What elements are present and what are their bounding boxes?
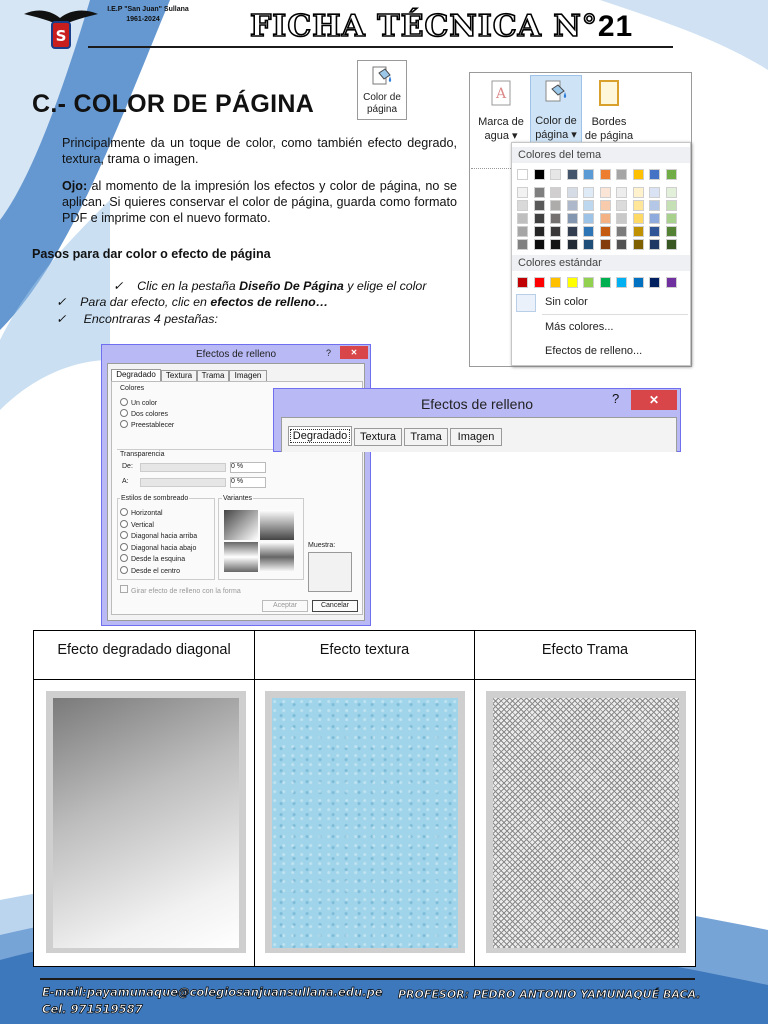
sheet-number: 21 bbox=[597, 10, 634, 43]
gradient-sample-frame bbox=[46, 691, 246, 953]
theme-shade-swatch[interactable] bbox=[567, 187, 578, 198]
header-texture-effect: Efecto textura bbox=[319, 642, 410, 658]
theme-shade-swatch[interactable] bbox=[534, 213, 545, 224]
shading-option-radio[interactable]: Diagonal hacia abajo bbox=[120, 543, 196, 552]
standard-color-swatch[interactable] bbox=[550, 277, 561, 288]
theme-shade-swatch[interactable] bbox=[600, 213, 611, 224]
school-years: 1961-2024 bbox=[126, 16, 160, 23]
theme-shade-swatch[interactable] bbox=[666, 200, 677, 211]
theme-shade-swatch[interactable] bbox=[583, 200, 594, 211]
theme-color-swatch[interactable] bbox=[666, 169, 677, 180]
theme-shade-swatch[interactable] bbox=[666, 226, 677, 237]
section-title: C.- COLOR DE PÁGINA bbox=[32, 90, 315, 118]
effects-table bbox=[33, 630, 696, 967]
standard-color-swatch[interactable] bbox=[517, 277, 528, 288]
cancel-button[interactable]: Cancelar bbox=[312, 600, 358, 612]
theme-shade-swatch[interactable] bbox=[550, 226, 561, 237]
standard-color-swatch[interactable] bbox=[583, 277, 594, 288]
theme-shade-swatch[interactable] bbox=[550, 187, 561, 198]
watermark-button[interactable] bbox=[474, 77, 528, 143]
theme-shade-swatch[interactable] bbox=[550, 213, 561, 224]
theme-color-swatch[interactable] bbox=[550, 169, 561, 180]
step-2: ✓ Para dar efecto, clic en efectos de relleno… bbox=[56, 295, 329, 309]
variant-2[interactable] bbox=[260, 510, 294, 540]
note-label: Ojo: bbox=[62, 179, 88, 193]
standard-color-swatch[interactable] bbox=[649, 277, 660, 288]
tab-pattern[interactable]: Trama bbox=[197, 370, 229, 382]
page-borders-button[interactable] bbox=[582, 77, 636, 143]
theme-shade-swatch[interactable] bbox=[666, 213, 677, 224]
from-percent-input[interactable]: 0 % bbox=[230, 462, 266, 473]
tab-gradient[interactable]: Degradado bbox=[288, 426, 352, 446]
help-icon[interactable]: ? bbox=[326, 348, 332, 358]
theme-color-swatch[interactable] bbox=[567, 169, 578, 180]
ruler-fragment bbox=[471, 168, 511, 174]
theme-shade-swatch[interactable] bbox=[616, 200, 627, 211]
variants-label: Variantes bbox=[223, 495, 253, 502]
sample-preview bbox=[308, 552, 352, 592]
page-color-ribbon-label-2: página ▾ bbox=[535, 129, 577, 141]
theme-shade-swatch[interactable] bbox=[567, 226, 578, 237]
page-borders-icon bbox=[599, 80, 619, 106]
eagle-school-logo bbox=[22, 4, 100, 52]
to-percent-input[interactable]: 0 % bbox=[230, 477, 266, 488]
theme-color-swatch[interactable] bbox=[583, 169, 594, 180]
page-color-ribbon-button[interactable] bbox=[530, 75, 582, 145]
check-icon: ✓ bbox=[56, 312, 67, 326]
theme-color-swatch[interactable] bbox=[633, 169, 644, 180]
shading-option-radio[interactable]: Diagonal hacia arriba bbox=[120, 531, 197, 540]
theme-shade-swatch[interactable] bbox=[600, 226, 611, 237]
sample-label: Muestra: bbox=[308, 542, 336, 549]
theme-shade-swatch[interactable] bbox=[649, 200, 660, 211]
svg-text:S: S bbox=[55, 27, 67, 45]
theme-shade-swatch[interactable] bbox=[583, 226, 594, 237]
watermark-icon bbox=[491, 80, 511, 106]
pattern-sample bbox=[493, 698, 679, 948]
standard-color-swatch[interactable] bbox=[534, 277, 545, 288]
theme-shade-swatch[interactable] bbox=[649, 226, 660, 237]
paint-bucket-icon bbox=[544, 79, 568, 105]
theme-shade-swatch[interactable] bbox=[583, 187, 594, 198]
pattern-sample-frame bbox=[486, 691, 686, 953]
theme-shade-swatch[interactable] bbox=[633, 200, 644, 211]
theme-color-swatch[interactable] bbox=[600, 169, 611, 180]
theme-shade-swatch[interactable] bbox=[534, 226, 545, 237]
check-icon: ✓ bbox=[113, 279, 124, 293]
preset-radio[interactable]: Preestablecer bbox=[120, 420, 174, 429]
standard-color-swatch[interactable] bbox=[616, 277, 627, 288]
standard-colors-header: Colores estándar bbox=[512, 255, 690, 271]
theme-shade-swatch[interactable] bbox=[649, 213, 660, 224]
from-slider[interactable] bbox=[140, 463, 226, 472]
from-label: De: bbox=[122, 463, 133, 470]
shading-option-radio[interactable]: Vertical bbox=[120, 520, 154, 529]
theme-shade-swatch[interactable] bbox=[616, 187, 627, 198]
watermark-label-1: Marca de bbox=[478, 116, 524, 128]
texture-sample bbox=[272, 698, 458, 948]
ok-button[interactable]: Aceptar bbox=[262, 600, 308, 612]
shading-styles-label: Estilos de sombreado bbox=[121, 495, 189, 502]
tab-pattern[interactable]: Trama bbox=[404, 428, 448, 446]
theme-color-swatch[interactable] bbox=[517, 169, 528, 180]
theme-shade-swatch[interactable] bbox=[517, 213, 528, 224]
no-color-option[interactable]: Sin color bbox=[545, 296, 588, 308]
close-button[interactable]: ✕ bbox=[631, 390, 677, 410]
diagonal-gradient-sample bbox=[53, 698, 239, 948]
theme-shade-swatch[interactable] bbox=[616, 213, 627, 224]
check-icon: ✓ bbox=[56, 295, 67, 309]
page-color-button-label-2: página bbox=[366, 104, 398, 115]
two-colors-radio[interactable]: Dos colores bbox=[120, 409, 168, 418]
transparency-label: Transparencia bbox=[120, 451, 165, 458]
header-gradient-effect: Efecto degradado diagonal bbox=[57, 642, 231, 658]
header-rule bbox=[88, 46, 673, 48]
page-color-button[interactable] bbox=[357, 60, 407, 120]
page-color-ribbon-label-1: Color de bbox=[535, 115, 577, 127]
page-color-ribbon-screenshot bbox=[469, 72, 692, 367]
dialog-zoom-title: Efectos de relleno bbox=[420, 396, 534, 412]
more-colors-option[interactable]: Más colores... bbox=[545, 321, 614, 333]
standard-color-swatch[interactable] bbox=[633, 277, 644, 288]
theme-shade-swatch[interactable] bbox=[567, 239, 578, 250]
footer-rule bbox=[40, 978, 695, 980]
theme-shade-swatch[interactable] bbox=[649, 187, 660, 198]
steps-title: Pasos para dar color o efecto de página bbox=[32, 247, 271, 261]
theme-shade-swatch[interactable] bbox=[517, 239, 528, 250]
to-slider[interactable] bbox=[140, 478, 226, 487]
shading-option-radio[interactable]: Horizontal bbox=[120, 508, 163, 517]
table-col-rule-2 bbox=[474, 631, 475, 966]
theme-shade-swatch[interactable] bbox=[633, 187, 644, 198]
theme-shade-swatch[interactable] bbox=[550, 239, 561, 250]
theme-shade-swatch[interactable] bbox=[666, 187, 677, 198]
watermark-label-2: agua ▾ bbox=[484, 130, 518, 142]
variant-1[interactable] bbox=[224, 510, 258, 540]
theme-shade-swatch[interactable] bbox=[567, 213, 578, 224]
svg-text:A: A bbox=[495, 86, 507, 102]
theme-shade-swatch[interactable] bbox=[600, 200, 611, 211]
menu-divider bbox=[542, 314, 688, 315]
sheet-title: FICHA TÉCNICA N°21 bbox=[250, 9, 634, 44]
note-paragraph: Ojo: al momento de la impresión los efectos y color de página, no se aplican. Si quieres conservar el color de página, guarda como formato PDF e imprime con el nuevo formato. bbox=[62, 179, 457, 225]
page-borders-label-2: de página bbox=[584, 130, 634, 142]
close-button[interactable]: ✕ bbox=[340, 346, 368, 359]
to-label: A: bbox=[122, 478, 129, 485]
intro-paragraph: Principalmente da un toque de color, como también efecto degrado, textura, trama o imagen. bbox=[62, 136, 457, 166]
dialog-title: Efectos de relleno bbox=[195, 349, 277, 360]
theme-shade-swatch[interactable] bbox=[567, 200, 578, 211]
theme-shade-swatch[interactable] bbox=[600, 239, 611, 250]
no-color-swatch[interactable] bbox=[516, 294, 536, 312]
theme-shade-swatch[interactable] bbox=[517, 226, 528, 237]
fill-effects-dialog-zoom bbox=[273, 388, 681, 452]
theme-shade-swatch[interactable] bbox=[616, 239, 627, 250]
page-borders-label-1: Bordes bbox=[591, 116, 627, 128]
colors-group-label: Colores bbox=[120, 385, 145, 392]
tab-picture[interactable]: Imagen bbox=[229, 370, 267, 382]
theme-shade-swatch[interactable] bbox=[517, 200, 528, 211]
shading-option-radio[interactable]: Desde el centro bbox=[120, 566, 180, 575]
theme-shade-swatch[interactable] bbox=[583, 213, 594, 224]
school-name: I.E.P "San Juan" Sullana bbox=[107, 6, 189, 13]
paint-bucket-icon bbox=[370, 64, 394, 88]
theme-shade-swatch[interactable] bbox=[633, 239, 644, 250]
table-header-rule bbox=[34, 679, 695, 680]
standard-color-swatch[interactable] bbox=[666, 277, 677, 288]
color-dropdown bbox=[511, 142, 691, 366]
theme-color-swatch[interactable] bbox=[616, 169, 627, 180]
theme-shade-swatch[interactable] bbox=[534, 200, 545, 211]
tab-picture[interactable]: Imagen bbox=[450, 428, 502, 446]
shading-option-radio[interactable]: Desde la esquina bbox=[120, 554, 185, 563]
theme-shade-swatch[interactable] bbox=[534, 187, 545, 198]
step-3: ✓ Encontraras 4 pestañas: bbox=[56, 312, 218, 326]
standard-color-swatch[interactable] bbox=[600, 277, 611, 288]
theme-shade-swatch[interactable] bbox=[600, 187, 611, 198]
theme-color-swatch[interactable] bbox=[534, 169, 545, 180]
footer-email: E-mail:payamunaque@colegiosanjuansullana.edu.pe bbox=[42, 985, 383, 999]
header-pattern-effect: Efecto Trama bbox=[541, 642, 629, 658]
theme-shade-swatch[interactable] bbox=[649, 239, 660, 250]
theme-shade-swatch[interactable] bbox=[583, 239, 594, 250]
rotate-checkbox[interactable]: Girar efecto de relleno con la forma bbox=[120, 585, 241, 595]
help-icon[interactable]: ? bbox=[612, 391, 620, 406]
tab-gradient[interactable]: Degradado bbox=[111, 369, 161, 382]
dialog-zoom-body bbox=[281, 417, 677, 452]
theme-color-swatch[interactable] bbox=[649, 169, 660, 180]
tab-texture[interactable]: Textura bbox=[354, 428, 402, 446]
theme-shade-swatch[interactable] bbox=[633, 213, 644, 224]
step-1: ✓ Clic en la pestaña Diseño De Página y elige el color bbox=[113, 279, 427, 293]
theme-shade-swatch[interactable] bbox=[534, 239, 545, 250]
theme-shade-swatch[interactable] bbox=[517, 187, 528, 198]
footer-teacher: PROFESOR: PEDRO ANTONIO YAMUNAQUÉ BACA. bbox=[398, 988, 701, 1001]
fill-effects-option[interactable]: Efectos de relleno... bbox=[545, 345, 643, 357]
one-color-radio[interactable]: Un color bbox=[120, 398, 157, 407]
theme-shade-swatch[interactable] bbox=[666, 239, 677, 250]
tab-texture[interactable]: Textura bbox=[161, 370, 197, 382]
table-col-rule-1 bbox=[254, 631, 255, 966]
theme-colors-header: Colores del tema bbox=[512, 147, 690, 163]
theme-shade-swatch[interactable] bbox=[616, 226, 627, 237]
theme-shade-swatch[interactable] bbox=[633, 226, 644, 237]
standard-color-swatch[interactable] bbox=[567, 277, 578, 288]
theme-shade-swatch[interactable] bbox=[550, 200, 561, 211]
variant-3[interactable] bbox=[224, 542, 258, 572]
fill-effects-dialog-small bbox=[101, 344, 371, 626]
page-color-button-label-1: Color de bbox=[363, 92, 401, 103]
footer-phone: Cel. 971519587 bbox=[42, 1002, 143, 1016]
variant-4[interactable] bbox=[260, 542, 294, 572]
texture-sample-frame bbox=[265, 691, 465, 953]
